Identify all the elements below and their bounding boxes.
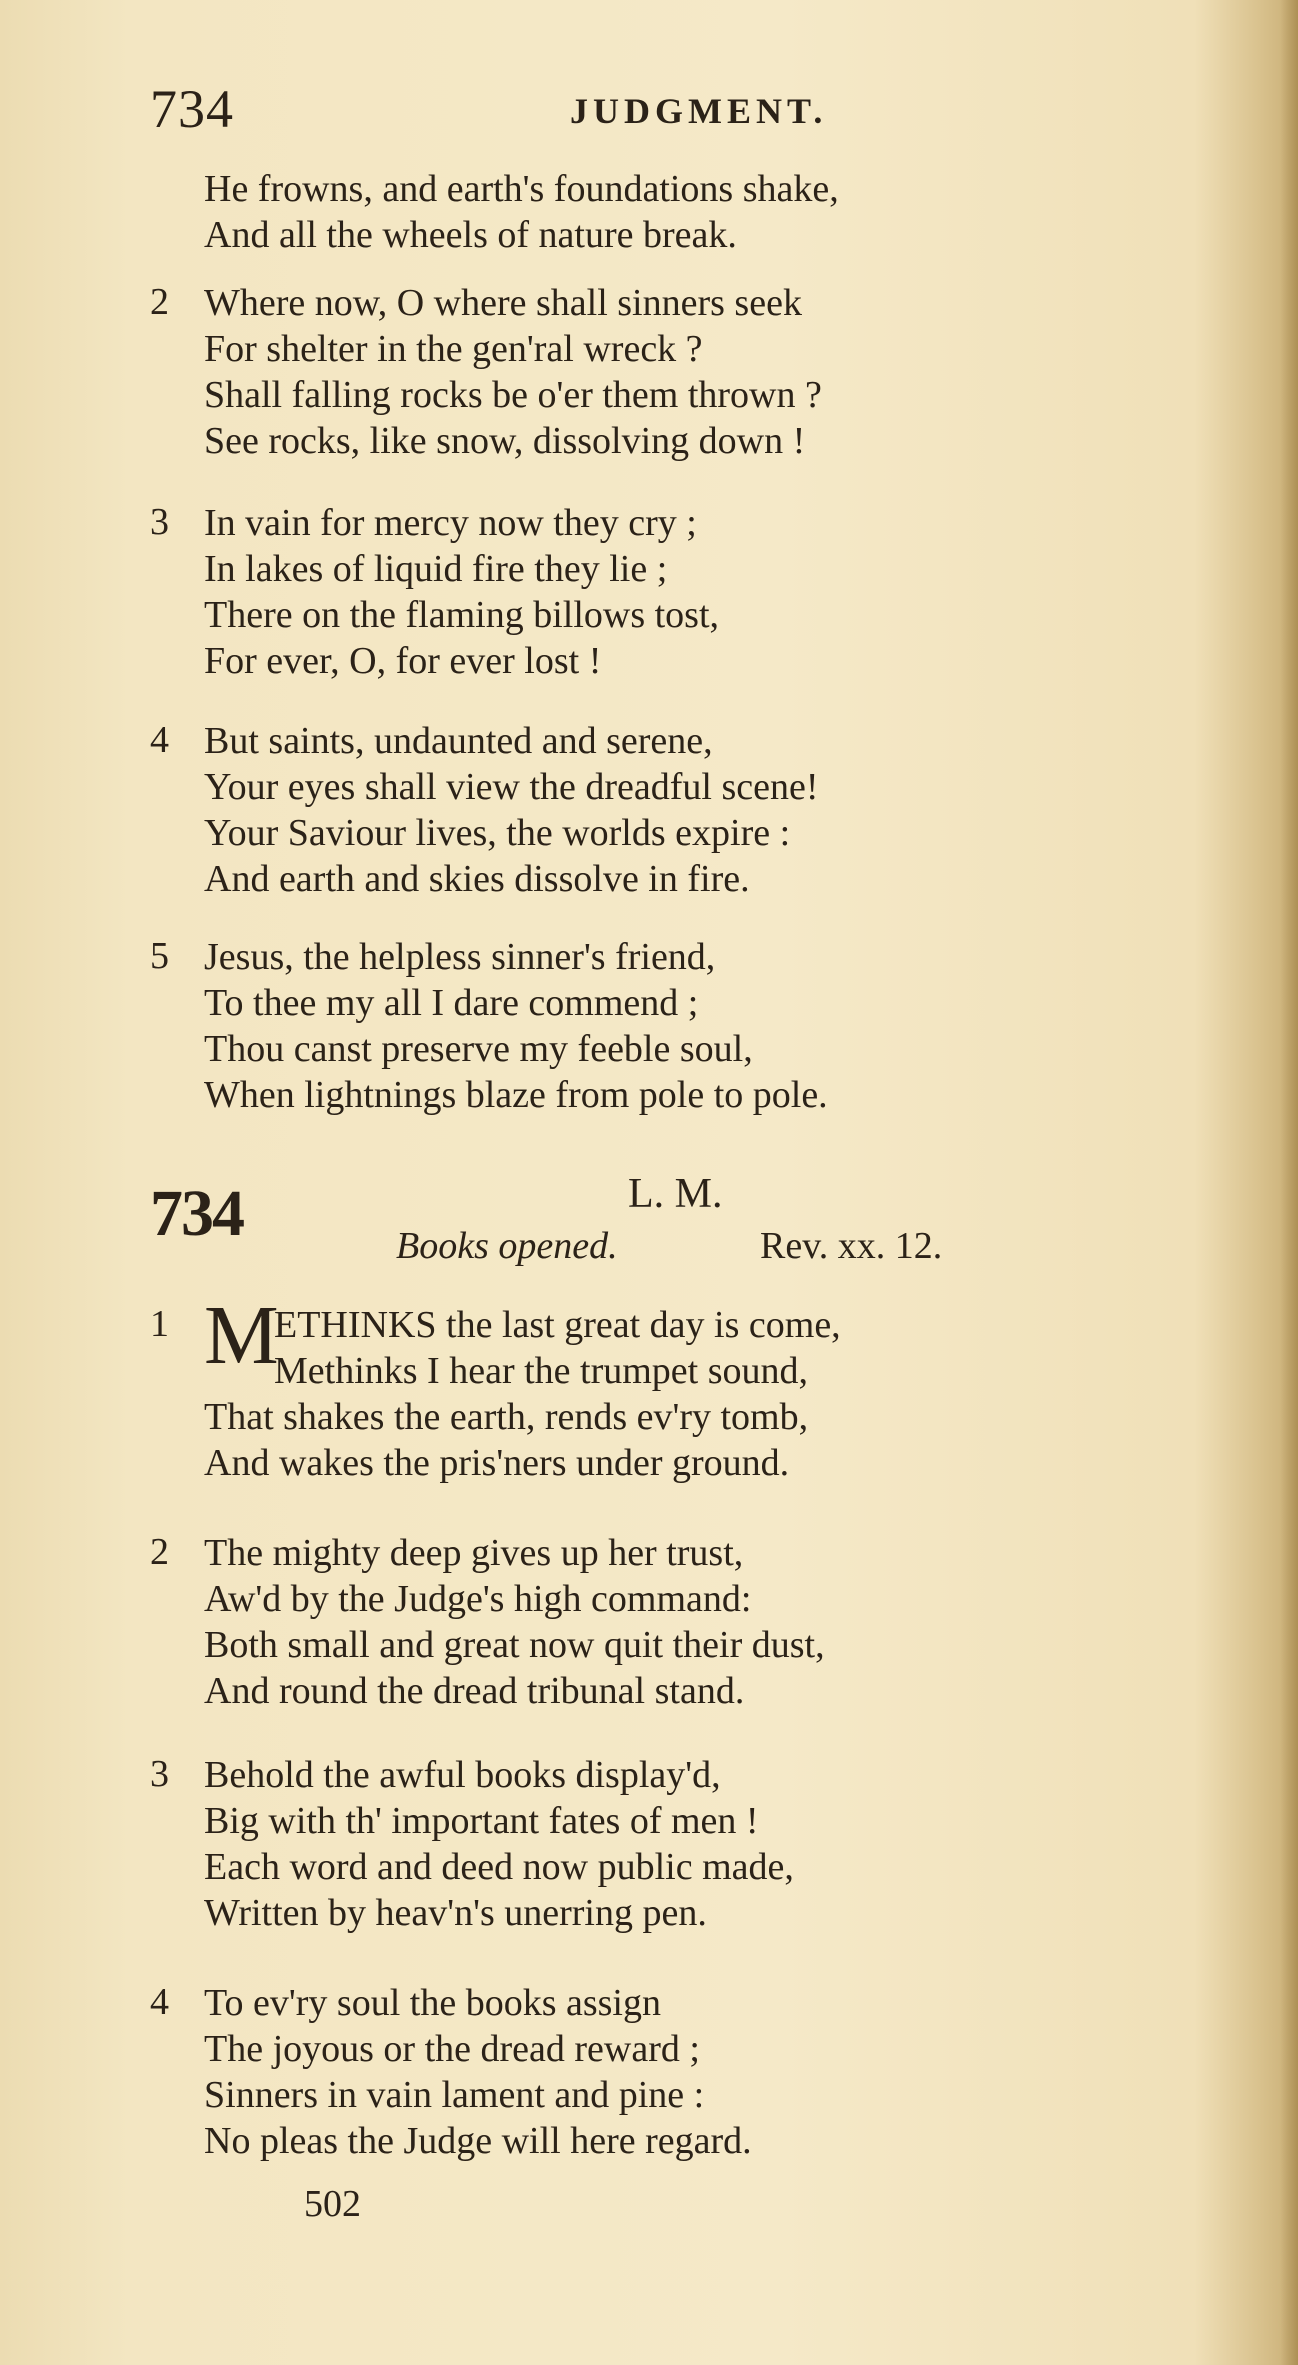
verse-line: Your eyes shall view the dreadful scene! [204,766,819,808]
stanza-number: 1 [150,1303,169,1345]
stanza-number: 2 [150,1531,169,1573]
hymn-subject: Books opened. [396,1225,618,1267]
verse-line: Behold the awful books display'd, [204,1754,721,1796]
running-head [150,78,1150,138]
stanza-number: 2 [150,281,169,323]
verse-line: He frowns, and earth's foundations shake, [204,168,839,210]
verse-line: In lakes of liquid fire they lie ; [204,548,668,590]
verse-line: Thou canst preserve my feeble soul, [204,1028,753,1070]
verse-line: Jesus, the helpless sinner's friend, [204,936,716,978]
verse-line: See rocks, like snow, dissolving down ! [204,420,806,462]
running-head-title: JUDGMENT. [570,91,828,131]
verse-line: Each word and deed now public made, [204,1846,794,1888]
verse-line: Written by heav'n's unerring pen. [204,1892,707,1934]
stanza-number: 3 [150,501,169,543]
verse-line: Both small and great now quit their dust, [204,1624,825,1666]
verse-line: Big with th' important fates of men ! [204,1800,759,1842]
verse-line: Aw'd by the Judge's high command: [204,1578,752,1620]
verse-line: For ever, O, for ever lost ! [204,640,602,682]
verse-line: Shall falling rocks be o'er them thrown ? [204,374,822,416]
verse-line: For shelter in the gen'ral wreck ? [204,328,703,370]
verse-line: But saints, undaunted and serene, [204,720,713,762]
stanza-number: 3 [150,1753,169,1795]
verse-line: To ev'ry soul the books assign [204,1982,661,2024]
verse-line: When lightnings blaze from pole to pole. [204,1074,828,1116]
drop-cap: M [204,1289,279,1382]
verse-line: Where now, O where shall sinners seek [204,282,802,324]
hymn-header [150,1170,1250,1280]
verse-line: To thee my all I dare commend ; [204,982,699,1024]
verse-line: Sinners in vain lament and pine : [204,2074,705,2116]
folio-number: 502 [304,2183,361,2225]
stanza-number: 4 [150,1981,169,2023]
verse-line: ETHINKS the last great day is come, [274,1304,841,1346]
verse-line: The joyous or the dread reward ; [204,2028,700,2070]
verse-line: And all the wheels of nature break. [204,214,737,256]
verse-line: And earth and skies dissolve in fire. [204,858,750,900]
hymn-scripture-reference: Rev. xx. 12. [760,1225,943,1267]
verse-line: The mighty deep gives up her trust, [204,1532,744,1574]
stanza-number: 5 [150,935,169,977]
verse-line: And round the dread tribunal stand. [204,1670,745,1712]
verse-line: That shakes the earth, rends ev'ry tomb, [204,1396,809,1438]
hymn-meter: L. M. [628,1171,723,1217]
page-edge-shadow [1280,0,1298,2365]
verse-line: Your Saviour lives, the worlds expire : [204,812,791,854]
verse-line: There on the flaming billows tost, [204,594,720,636]
running-head-page-number: 734 [150,79,234,139]
verse-line: No pleas the Judge will here regard. [204,2120,752,2162]
verse-line: And wakes the pris'ners under ground. [204,1442,790,1484]
hymn-number: 734 [150,1177,243,1250]
stanza-number: 4 [150,719,169,761]
verse-line: In vain for mercy now they cry ; [204,502,697,544]
verse-line: Methinks I hear the trumpet sound, [274,1350,809,1392]
